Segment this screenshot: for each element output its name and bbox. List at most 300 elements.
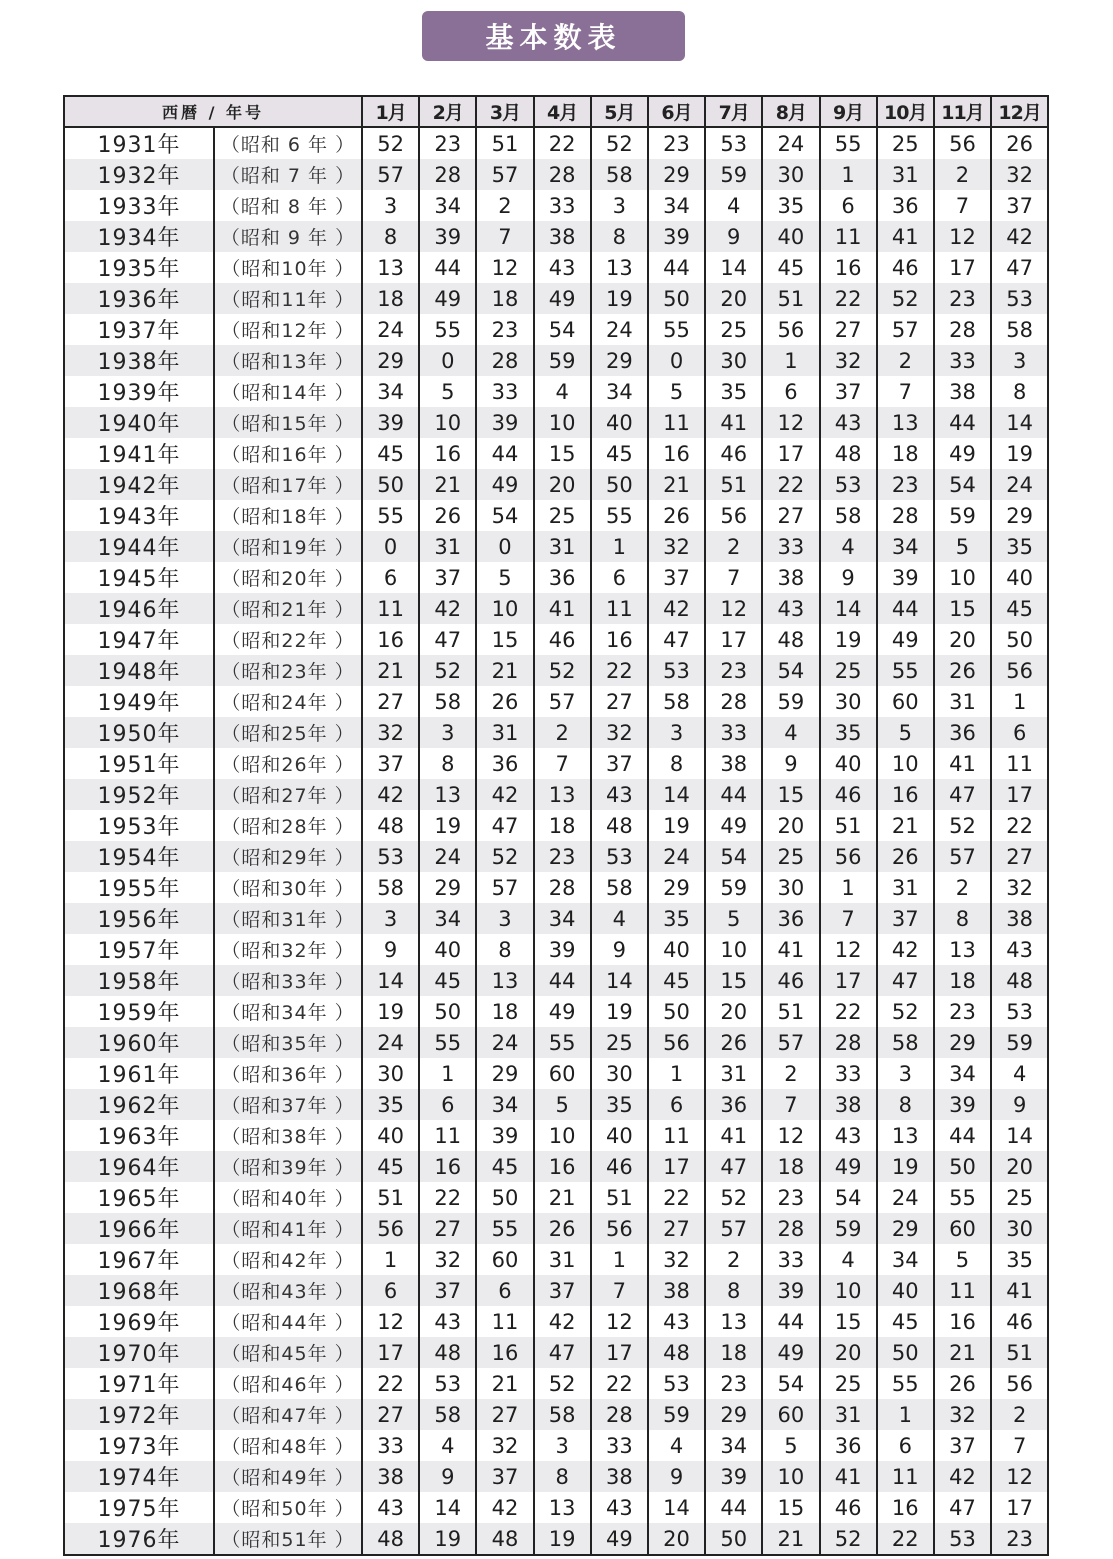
value-cell: 56 (820, 841, 877, 872)
value-cell: 45 (476, 1151, 533, 1182)
value-cell: 25 (991, 1182, 1048, 1213)
year-cell: 1955年 (64, 872, 214, 903)
value-cell: 1 (820, 159, 877, 190)
value-cell: 53 (362, 841, 419, 872)
value-cell: 55 (877, 655, 934, 686)
value-cell: 21 (476, 1368, 533, 1399)
value-cell: 59 (991, 1027, 1048, 1058)
year-cell: 1935年 (64, 252, 214, 283)
value-cell: 17 (820, 965, 877, 996)
table-row (64, 1368, 1048, 1399)
value-cell: 28 (820, 1027, 877, 1058)
value-cell: 8 (877, 1089, 934, 1120)
value-cell: 32 (648, 531, 705, 562)
year-cell: 1937年 (64, 314, 214, 345)
value-cell: 14 (705, 252, 762, 283)
value-cell: 60 (476, 1244, 533, 1275)
value-cell: 10 (419, 407, 476, 438)
value-cell: 45 (648, 965, 705, 996)
table-row (64, 655, 1048, 686)
table-row (64, 1120, 1048, 1151)
value-cell: 54 (705, 841, 762, 872)
value-cell: 11 (991, 748, 1048, 779)
value-cell: 44 (705, 779, 762, 810)
value-cell: 28 (705, 686, 762, 717)
value-cell: 9 (648, 1461, 705, 1492)
value-cell: 20 (820, 1337, 877, 1368)
value-cell: 4 (648, 1430, 705, 1461)
value-cell: 53 (591, 841, 648, 872)
value-cell: 11 (820, 221, 877, 252)
era-cell: （昭和16年 ） (214, 438, 362, 469)
value-cell: 24 (362, 1027, 419, 1058)
value-cell: 34 (362, 376, 419, 407)
value-cell: 7 (991, 1430, 1048, 1461)
value-cell: 29 (419, 872, 476, 903)
value-cell: 30 (362, 1058, 419, 1089)
value-cell: 52 (877, 283, 934, 314)
value-cell: 16 (419, 1151, 476, 1182)
value-cell: 21 (362, 655, 419, 686)
value-cell: 16 (877, 1492, 934, 1523)
table-row (64, 1244, 1048, 1275)
table-row (64, 779, 1048, 810)
value-cell: 15 (934, 593, 991, 624)
value-cell: 30 (762, 159, 819, 190)
value-cell: 18 (762, 1151, 819, 1182)
value-cell: 41 (762, 934, 819, 965)
year-cell: 1954年 (64, 841, 214, 872)
value-cell: 57 (705, 1213, 762, 1244)
value-cell: 14 (648, 1492, 705, 1523)
era-cell: （昭和19年 ） (214, 531, 362, 562)
value-cell: 33 (820, 1058, 877, 1089)
header-month-9: 9月 (820, 96, 877, 127)
value-cell: 18 (476, 996, 533, 1027)
year-cell: 1940年 (64, 407, 214, 438)
value-cell: 35 (820, 717, 877, 748)
value-cell: 31 (419, 531, 476, 562)
year-cell: 1944年 (64, 531, 214, 562)
value-cell: 26 (534, 1213, 591, 1244)
value-cell: 7 (591, 1275, 648, 1306)
value-cell: 10 (877, 748, 934, 779)
value-cell: 40 (591, 1120, 648, 1151)
value-cell: 11 (476, 1306, 533, 1337)
table-row (64, 624, 1048, 655)
value-cell: 8 (362, 221, 419, 252)
value-cell: 41 (705, 1120, 762, 1151)
era-cell: （昭和 9 年 ） (214, 221, 362, 252)
value-cell: 32 (476, 1430, 533, 1461)
year-cell: 1971年 (64, 1368, 214, 1399)
era-cell: （昭和42年 ） (214, 1244, 362, 1275)
value-cell: 0 (362, 531, 419, 562)
era-cell: （昭和36年 ） (214, 1058, 362, 1089)
value-cell: 22 (362, 1368, 419, 1399)
value-cell: 48 (362, 1523, 419, 1555)
value-cell: 30 (705, 345, 762, 376)
value-cell: 48 (419, 1337, 476, 1368)
page-title: 基本数表 (422, 11, 685, 61)
era-cell: （昭和15年 ） (214, 407, 362, 438)
value-cell: 40 (362, 1120, 419, 1151)
value-cell: 58 (877, 1027, 934, 1058)
value-cell: 7 (534, 748, 591, 779)
value-cell: 19 (820, 624, 877, 655)
value-cell: 47 (934, 779, 991, 810)
value-cell: 24 (362, 314, 419, 345)
table-row (64, 252, 1048, 283)
value-cell: 39 (934, 1089, 991, 1120)
value-cell: 50 (877, 1337, 934, 1368)
value-cell: 29 (476, 1058, 533, 1089)
header-month-4: 4月 (534, 96, 591, 127)
value-cell: 45 (362, 1151, 419, 1182)
value-cell: 1 (648, 1058, 705, 1089)
table-row (64, 1306, 1048, 1337)
value-cell: 28 (877, 500, 934, 531)
table-row (64, 686, 1048, 717)
value-cell: 18 (362, 283, 419, 314)
value-cell: 11 (648, 407, 705, 438)
value-cell: 49 (705, 810, 762, 841)
value-cell: 28 (591, 1399, 648, 1430)
value-cell: 40 (820, 748, 877, 779)
value-cell: 5 (419, 376, 476, 407)
value-cell: 33 (534, 190, 591, 221)
value-cell: 50 (591, 469, 648, 500)
value-cell: 23 (934, 996, 991, 1027)
table-row (64, 1461, 1048, 1492)
value-cell: 31 (476, 717, 533, 748)
year-cell: 1975年 (64, 1492, 214, 1523)
value-cell: 22 (591, 655, 648, 686)
value-cell: 50 (934, 1151, 991, 1182)
value-cell: 19 (419, 1523, 476, 1555)
value-cell: 36 (476, 748, 533, 779)
value-cell: 7 (762, 1089, 819, 1120)
value-cell: 42 (476, 779, 533, 810)
era-cell: （昭和37年 ） (214, 1089, 362, 1120)
value-cell: 55 (648, 314, 705, 345)
value-cell: 19 (591, 283, 648, 314)
table-row (64, 376, 1048, 407)
value-cell: 31 (534, 1244, 591, 1275)
value-cell: 20 (762, 810, 819, 841)
table-row (64, 903, 1048, 934)
era-cell: （昭和35年 ） (214, 1027, 362, 1058)
value-cell: 30 (591, 1058, 648, 1089)
value-cell: 35 (991, 531, 1048, 562)
value-cell: 22 (820, 283, 877, 314)
value-cell: 21 (934, 1337, 991, 1368)
value-cell: 26 (877, 841, 934, 872)
value-cell: 46 (534, 624, 591, 655)
value-cell: 23 (419, 127, 476, 159)
era-cell: （昭和12年 ） (214, 314, 362, 345)
value-cell: 48 (476, 1523, 533, 1555)
table-body (64, 127, 1048, 1555)
value-cell: 31 (534, 531, 591, 562)
value-cell: 39 (419, 221, 476, 252)
table-row (64, 748, 1048, 779)
value-cell: 34 (705, 1430, 762, 1461)
value-cell: 17 (991, 1492, 1048, 1523)
value-cell: 28 (934, 314, 991, 345)
table-row (64, 1337, 1048, 1368)
value-cell: 19 (648, 810, 705, 841)
table-row (64, 469, 1048, 500)
value-cell: 57 (476, 872, 533, 903)
value-cell: 50 (419, 996, 476, 1027)
value-cell: 38 (705, 748, 762, 779)
value-cell: 9 (362, 934, 419, 965)
value-cell: 56 (591, 1213, 648, 1244)
value-cell: 44 (534, 965, 591, 996)
value-cell: 32 (991, 159, 1048, 190)
value-cell: 6 (820, 190, 877, 221)
era-cell: （昭和 8 年 ） (214, 190, 362, 221)
value-cell: 5 (476, 562, 533, 593)
year-cell: 1958年 (64, 965, 214, 996)
value-cell: 32 (991, 872, 1048, 903)
value-cell: 57 (934, 841, 991, 872)
header-month-3: 3月 (476, 96, 533, 127)
value-cell: 1 (991, 686, 1048, 717)
value-cell: 5 (934, 531, 991, 562)
value-cell: 16 (591, 624, 648, 655)
value-cell: 42 (991, 221, 1048, 252)
era-cell: （昭和22年 ） (214, 624, 362, 655)
value-cell: 10 (820, 1275, 877, 1306)
table-row (64, 934, 1048, 965)
value-cell: 7 (705, 562, 762, 593)
value-cell: 19 (591, 996, 648, 1027)
year-cell: 1953年 (64, 810, 214, 841)
value-cell: 17 (991, 779, 1048, 810)
value-cell: 6 (419, 1089, 476, 1120)
value-cell: 11 (591, 593, 648, 624)
year-cell: 1942年 (64, 469, 214, 500)
value-cell: 51 (762, 283, 819, 314)
value-cell: 25 (877, 127, 934, 159)
value-cell: 41 (820, 1461, 877, 1492)
value-cell: 47 (934, 1492, 991, 1523)
era-cell: （昭和26年 ） (214, 748, 362, 779)
value-cell: 53 (648, 655, 705, 686)
value-cell: 52 (705, 1182, 762, 1213)
value-cell: 41 (705, 407, 762, 438)
era-cell: （昭和34年 ） (214, 996, 362, 1027)
value-cell: 12 (591, 1306, 648, 1337)
value-cell: 19 (534, 1523, 591, 1555)
value-cell: 39 (476, 407, 533, 438)
year-cell: 1965年 (64, 1182, 214, 1213)
value-cell: 36 (534, 562, 591, 593)
value-cell: 35 (762, 190, 819, 221)
value-cell: 28 (762, 1213, 819, 1244)
year-cell: 1932年 (64, 159, 214, 190)
value-cell: 42 (419, 593, 476, 624)
value-cell: 25 (820, 1368, 877, 1399)
value-cell: 27 (648, 1213, 705, 1244)
value-cell: 20 (534, 469, 591, 500)
value-cell: 6 (762, 376, 819, 407)
value-cell: 10 (534, 407, 591, 438)
table-row (64, 1213, 1048, 1244)
value-cell: 26 (648, 500, 705, 531)
value-cell: 58 (534, 1399, 591, 1430)
value-cell: 51 (991, 1337, 1048, 1368)
table-row (64, 1523, 1048, 1555)
value-cell: 35 (991, 1244, 1048, 1275)
value-cell: 1 (877, 1399, 934, 1430)
value-cell: 32 (591, 717, 648, 748)
value-cell: 22 (820, 996, 877, 1027)
value-cell: 26 (419, 500, 476, 531)
value-cell: 12 (820, 934, 877, 965)
value-cell: 52 (934, 810, 991, 841)
value-cell: 34 (476, 1089, 533, 1120)
era-cell: （昭和32年 ） (214, 934, 362, 965)
value-cell: 34 (591, 376, 648, 407)
era-cell: （昭和18年 ） (214, 500, 362, 531)
value-cell: 58 (820, 500, 877, 531)
value-cell: 33 (476, 376, 533, 407)
value-cell: 31 (877, 159, 934, 190)
value-cell: 37 (934, 1430, 991, 1461)
table-row (64, 1058, 1048, 1089)
table-row (64, 127, 1048, 159)
value-cell: 39 (362, 407, 419, 438)
value-cell: 23 (934, 283, 991, 314)
value-cell: 43 (362, 1492, 419, 1523)
table-row (64, 1492, 1048, 1523)
era-cell: （昭和41年 ） (214, 1213, 362, 1244)
year-cell: 1938年 (64, 345, 214, 376)
value-cell: 5 (877, 717, 934, 748)
era-cell: （昭和14年 ） (214, 376, 362, 407)
value-cell: 49 (934, 438, 991, 469)
value-cell: 22 (591, 1368, 648, 1399)
value-cell: 60 (534, 1058, 591, 1089)
value-cell: 42 (877, 934, 934, 965)
value-cell: 19 (419, 810, 476, 841)
value-cell: 34 (534, 903, 591, 934)
value-cell: 13 (476, 965, 533, 996)
year-cell: 1968年 (64, 1275, 214, 1306)
value-cell: 20 (991, 1151, 1048, 1182)
value-cell: 0 (648, 345, 705, 376)
value-cell: 21 (476, 655, 533, 686)
value-cell: 48 (591, 810, 648, 841)
value-cell: 56 (705, 500, 762, 531)
value-cell: 28 (476, 345, 533, 376)
value-cell: 38 (648, 1275, 705, 1306)
value-cell: 16 (534, 1151, 591, 1182)
value-cell: 17 (934, 252, 991, 283)
value-cell: 32 (648, 1244, 705, 1275)
value-cell: 27 (820, 314, 877, 345)
era-cell: （昭和28年 ） (214, 810, 362, 841)
value-cell: 54 (934, 469, 991, 500)
value-cell: 35 (591, 1089, 648, 1120)
era-cell: （昭和25年 ） (214, 717, 362, 748)
header-year-era: 西暦 / 年号 (64, 96, 362, 127)
value-cell: 2 (877, 345, 934, 376)
value-cell: 43 (762, 593, 819, 624)
value-cell: 16 (820, 252, 877, 283)
value-cell: 50 (476, 1182, 533, 1213)
value-cell: 13 (362, 252, 419, 283)
value-cell: 40 (648, 934, 705, 965)
value-cell: 22 (648, 1182, 705, 1213)
value-cell: 36 (762, 903, 819, 934)
value-cell: 15 (820, 1306, 877, 1337)
value-cell: 59 (762, 686, 819, 717)
value-cell: 50 (362, 469, 419, 500)
value-cell: 44 (934, 1120, 991, 1151)
value-cell: 38 (762, 562, 819, 593)
value-cell: 22 (762, 469, 819, 500)
value-cell: 13 (877, 407, 934, 438)
value-cell: 21 (419, 469, 476, 500)
value-cell: 31 (877, 872, 934, 903)
era-cell: （昭和50年 ） (214, 1492, 362, 1523)
table-row (64, 1182, 1048, 1213)
value-cell: 13 (534, 779, 591, 810)
value-cell: 52 (591, 127, 648, 159)
table-row (64, 1089, 1048, 1120)
value-cell: 16 (934, 1306, 991, 1337)
value-cell: 45 (362, 438, 419, 469)
era-cell: （昭和33年 ） (214, 965, 362, 996)
value-cell: 3 (534, 1430, 591, 1461)
value-cell: 23 (705, 655, 762, 686)
table-row (64, 562, 1048, 593)
value-cell: 18 (877, 438, 934, 469)
value-cell: 37 (820, 376, 877, 407)
header-month-1: 1月 (362, 96, 419, 127)
value-cell: 35 (648, 903, 705, 934)
value-cell: 33 (762, 1244, 819, 1275)
value-cell: 23 (877, 469, 934, 500)
value-cell: 11 (934, 1275, 991, 1306)
value-cell: 13 (591, 252, 648, 283)
value-cell: 29 (877, 1213, 934, 1244)
value-cell: 11 (877, 1461, 934, 1492)
value-cell: 53 (419, 1368, 476, 1399)
value-cell: 17 (705, 624, 762, 655)
value-cell: 3 (362, 903, 419, 934)
value-cell: 55 (419, 1027, 476, 1058)
value-cell: 9 (820, 562, 877, 593)
table-row (64, 810, 1048, 841)
value-cell: 20 (934, 624, 991, 655)
value-cell: 37 (419, 1275, 476, 1306)
value-cell: 3 (419, 717, 476, 748)
value-cell: 43 (419, 1306, 476, 1337)
value-cell: 60 (877, 686, 934, 717)
year-cell: 1963年 (64, 1120, 214, 1151)
value-cell: 29 (934, 1027, 991, 1058)
value-cell: 2 (476, 190, 533, 221)
value-cell: 2 (934, 872, 991, 903)
value-cell: 10 (705, 934, 762, 965)
era-cell: （昭和 7 年 ） (214, 159, 362, 190)
value-cell: 1 (591, 531, 648, 562)
